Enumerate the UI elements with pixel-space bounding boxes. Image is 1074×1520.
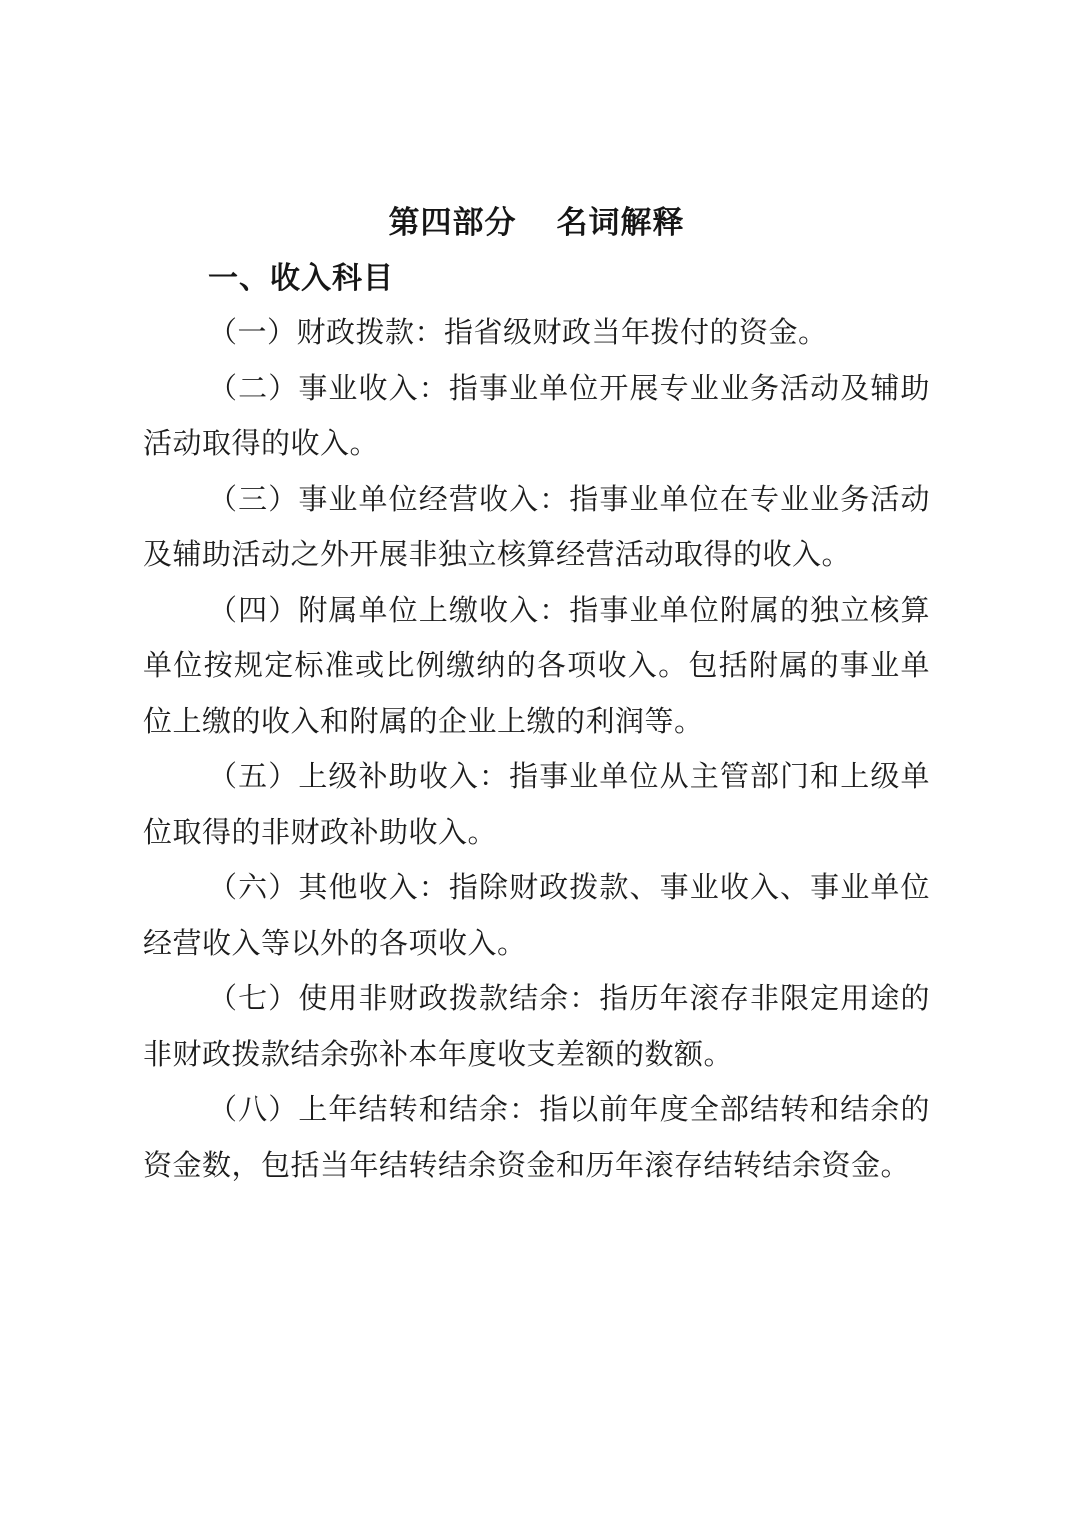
paragraph-definition-5: （五）上级补助收入：指事业单位从主管部门和上级单位取得的非财政补助收入。	[143, 761, 930, 849]
page-title-part1: 第四部分	[388, 205, 517, 240]
section-heading-income-items: 一、收入科目	[208, 261, 394, 295]
paragraph-definition-7: （七）使用非财政拨款结余：指历年滚存非限定用途的非财政拨款结余弥补本年度收支差额的数额。	[143, 983, 930, 1071]
paragraph-definition-6: （六）其他收入：指除财政拨款、事业收入、事业单位经营收入等以外的各项收入。	[143, 872, 930, 960]
paragraph-definition-4: （四）附属单位上缴收入：指事业单位附属的独立核算单位按规定标准或比例缴纳的各项收入。包括附属的事业单位上缴的收入和附属的企业上缴的利润等。	[143, 594, 930, 738]
paragraph-definition-2: （二）事业收入：指事业单位开展专业业务活动及辅助活动取得的收入。	[143, 372, 930, 460]
paragraph-definition-1: （一）财政拨款：指省级财政当年拨付的资金。	[208, 317, 828, 349]
page-title	[143, 195, 930, 251]
paragraph-definition-3: （三）事业单位经营收入：指事业单位在专业业务活动及辅助活动之外开展非独立核算经营活动取得的收入。	[143, 483, 930, 571]
paragraph-definition-8: （八）上年结转和结余：指以前年度全部结转和结余的资金数，包括当年结转结余资金和历年滚存结转结余资金。	[143, 1094, 930, 1182]
page-title-part2: 名词解释	[556, 205, 685, 240]
